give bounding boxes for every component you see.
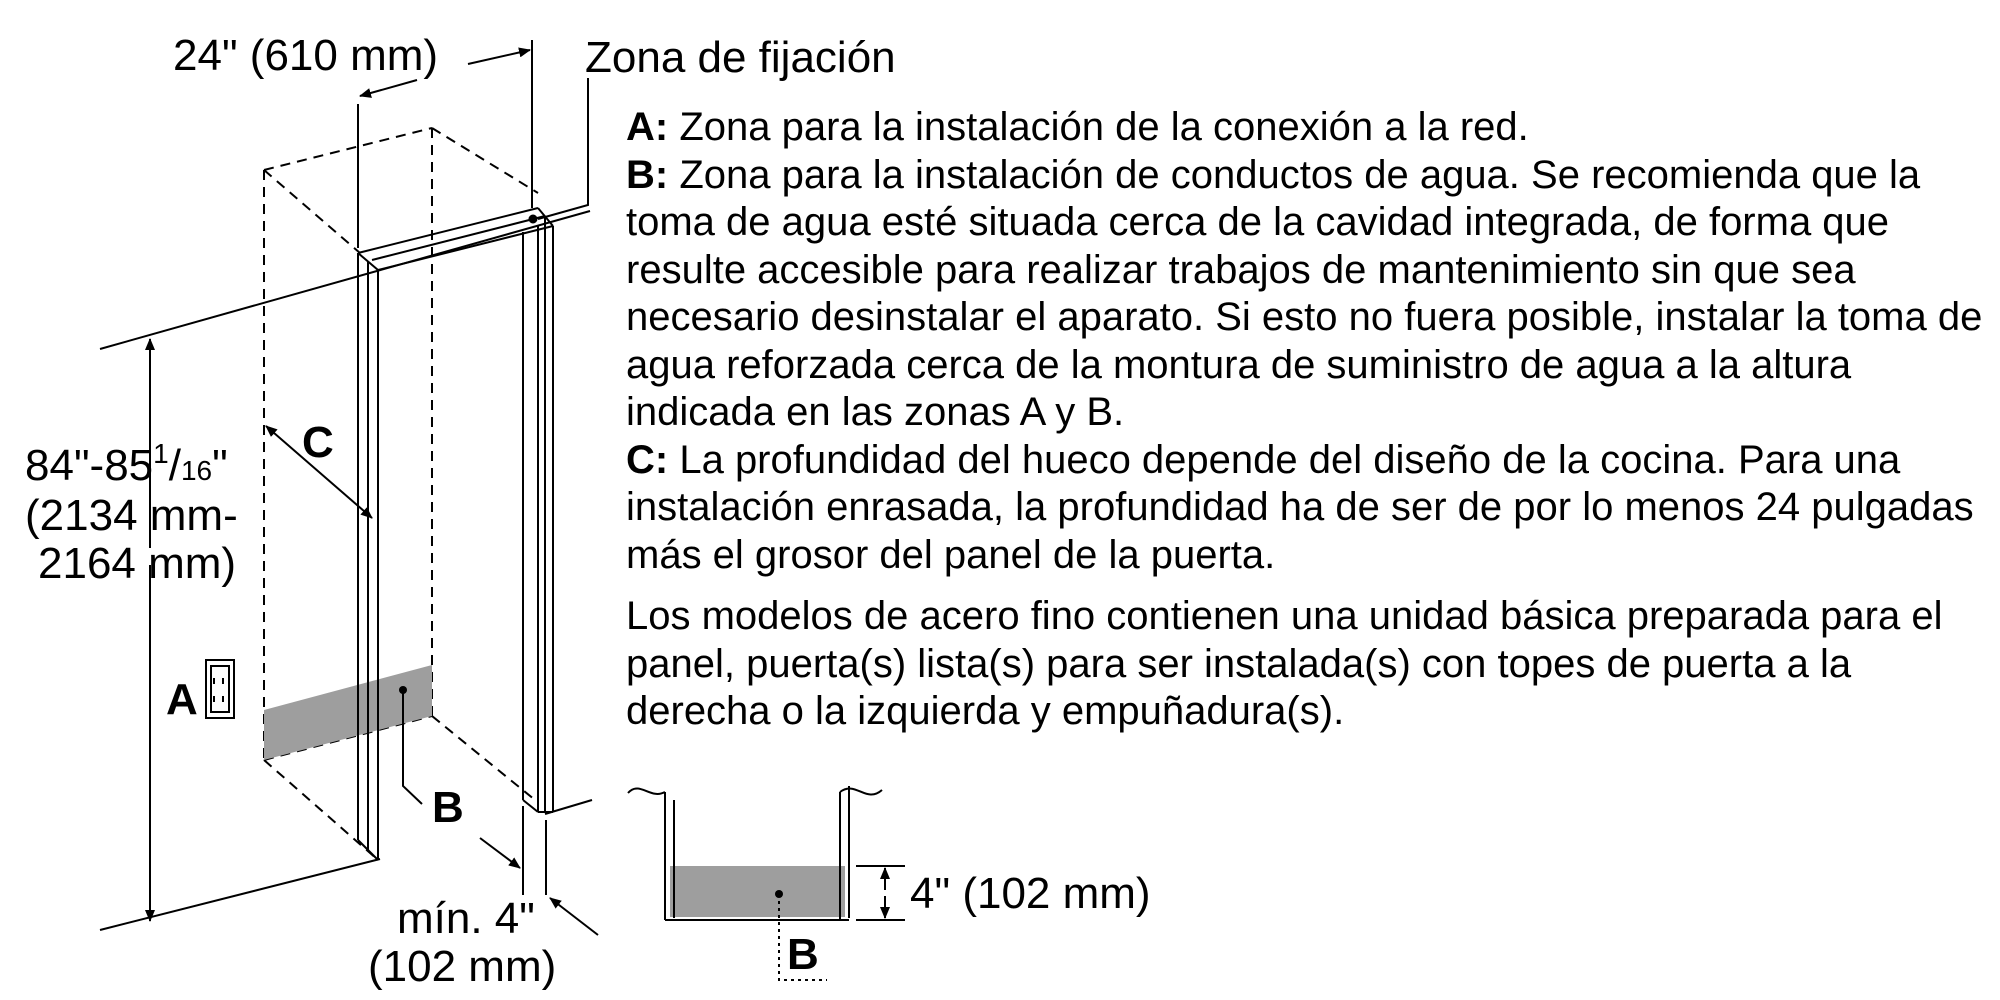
label-b: B: [432, 783, 464, 832]
outlet-icon: [206, 660, 234, 718]
note-b-text: Zona para la instalación de conductos de agua. Se recomienda que la toma de agua esté situada cerca de la cavidad integrada, de forma que resulte accesible para realizar trabajos de mantenimiento sin que sea necesario desinstalar el aparato. Si esto no fuera posible, instalar la toma de agua reforzada cerca de la montura de suministro de agua a la altura indicada en las zonas A y B.: [626, 152, 1983, 434]
floor-line: [100, 859, 380, 930]
height-dimension-label-line2: (2134 mm-: [25, 491, 238, 540]
note-a-key: A:: [626, 105, 669, 149]
fixation-zone-title: Zona de fijación: [585, 33, 896, 82]
detail-dimension-label: 4" (102 mm): [910, 869, 1151, 918]
detail-label-b: B: [787, 930, 819, 979]
label-a: A: [166, 675, 198, 724]
note-b: [626, 152, 1996, 437]
note-b-key: B:: [626, 152, 669, 197]
min-depth-label-line2: (102 mm): [368, 942, 557, 991]
cabinet-frame: [358, 208, 553, 860]
min-depth-label-line1: mín. 4": [397, 894, 535, 943]
label-c: C: [302, 418, 334, 467]
note-c-key: C:: [626, 437, 669, 482]
footer-note: Los modelos de acero fino contienen una unidad básica preparada para el panel, puerta(s) lista(s) para ser instalada(s) con topes de puerta a la derecha o la izquierda y empuñadura(s).: [626, 594, 1943, 733]
note-a: [626, 104, 1996, 152]
note-a-text: Zona para la instalación de la conexión a la red.: [668, 105, 1529, 149]
height-dimension-label-line3: 2164 mm): [38, 539, 237, 588]
note-c: [626, 437, 1996, 580]
width-dimension-label: 24" (610 mm): [173, 31, 439, 80]
height-dimension-label: $84"-85^1/16$": [25, 438, 228, 490]
note-c-text: La profundidad del hueco depende del diseño de la cocina. Para una instalación enrasada, la profundidad ha de ser de por lo menos 24 pulgadas más el grosor del panel de la puerta.: [626, 437, 1974, 577]
legend-notes: [626, 104, 1996, 736]
detail-section: [628, 786, 905, 980]
fixation-zone-marker: [530, 78, 589, 223]
ceiling-line: [100, 211, 590, 349]
